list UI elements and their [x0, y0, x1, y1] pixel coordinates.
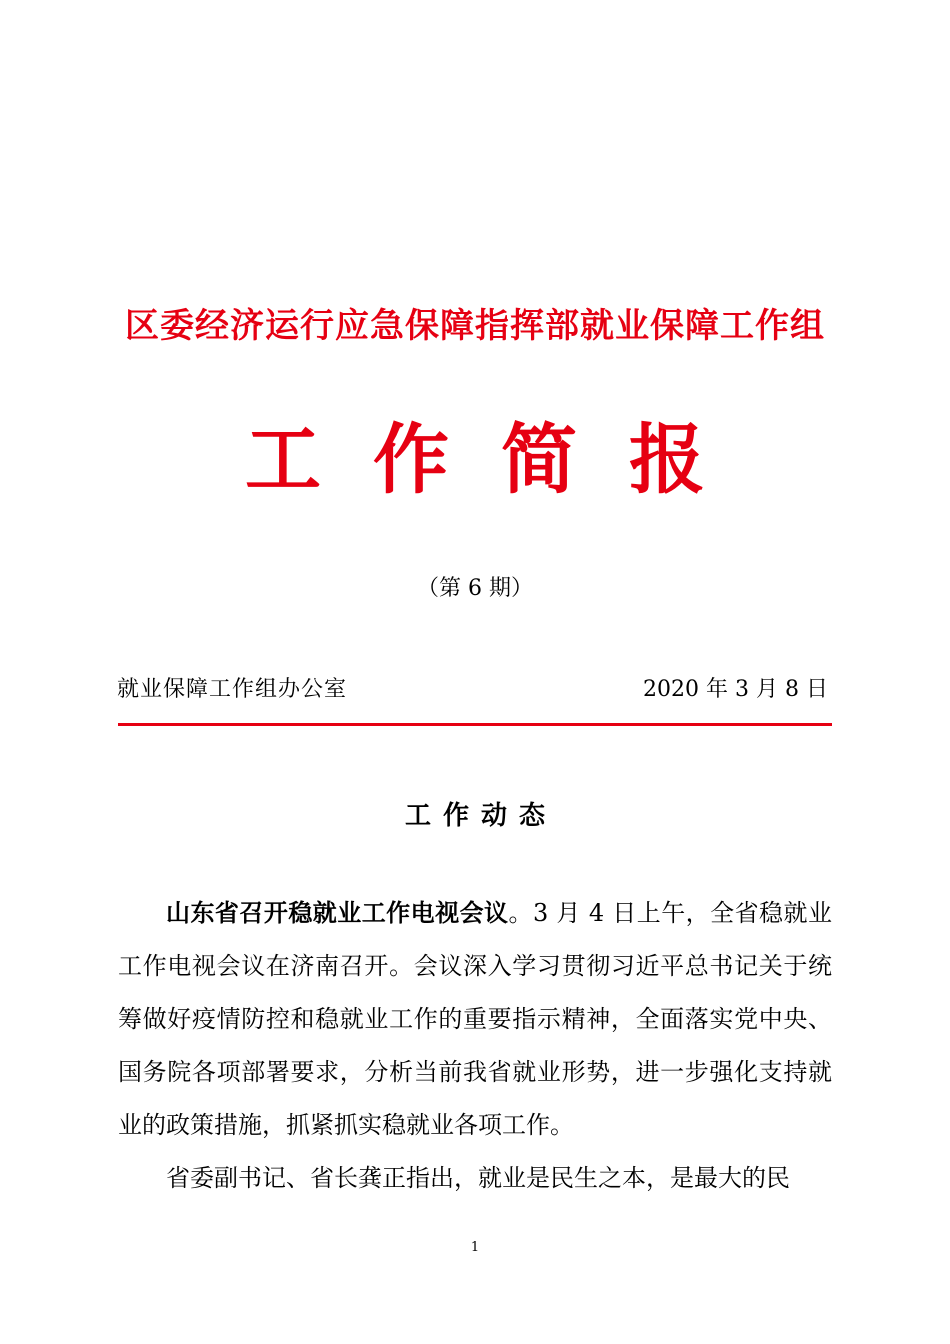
bulletin-title: 工作简报 — [245, 415, 757, 504]
section-title: 工作动态 — [404, 801, 557, 831]
paragraph-1 — [118, 887, 832, 1152]
issue-date: 2020 年 3 月 8 日 — [643, 677, 828, 702]
page-number: 1 — [470, 1240, 480, 1255]
paragraph-1-lead: 山东省召开稳就业工作电视会议 — [166, 899, 509, 927]
paragraph-2 — [118, 1152, 832, 1205]
organization-title: 区委经济运行应急保障指挥部就业保障工作组 — [125, 306, 825, 346]
issuing-office: 就业保障工作组办公室 — [117, 677, 348, 702]
paragraph-1-text: 。3 月 4 日上午，全省稳就业工作电视会议在济南召开。会议深入学习贯彻习近平总书记关于统筹做好疫情防控和稳就业工作的重要指示精神，全面落实党中央、国务院各项部署要求，分析当前我省就业形势，进一步强化支持就业的政策措施，抓紧抓实稳就业各项工作。 — [118, 899, 832, 1139]
paragraph-2-text: 省委副书记、省长龚正指出，就业是民生之本，是最大的民 — [166, 1164, 790, 1192]
header-divider — [118, 723, 832, 726]
issue-number: （第 6 期） — [417, 576, 533, 601]
